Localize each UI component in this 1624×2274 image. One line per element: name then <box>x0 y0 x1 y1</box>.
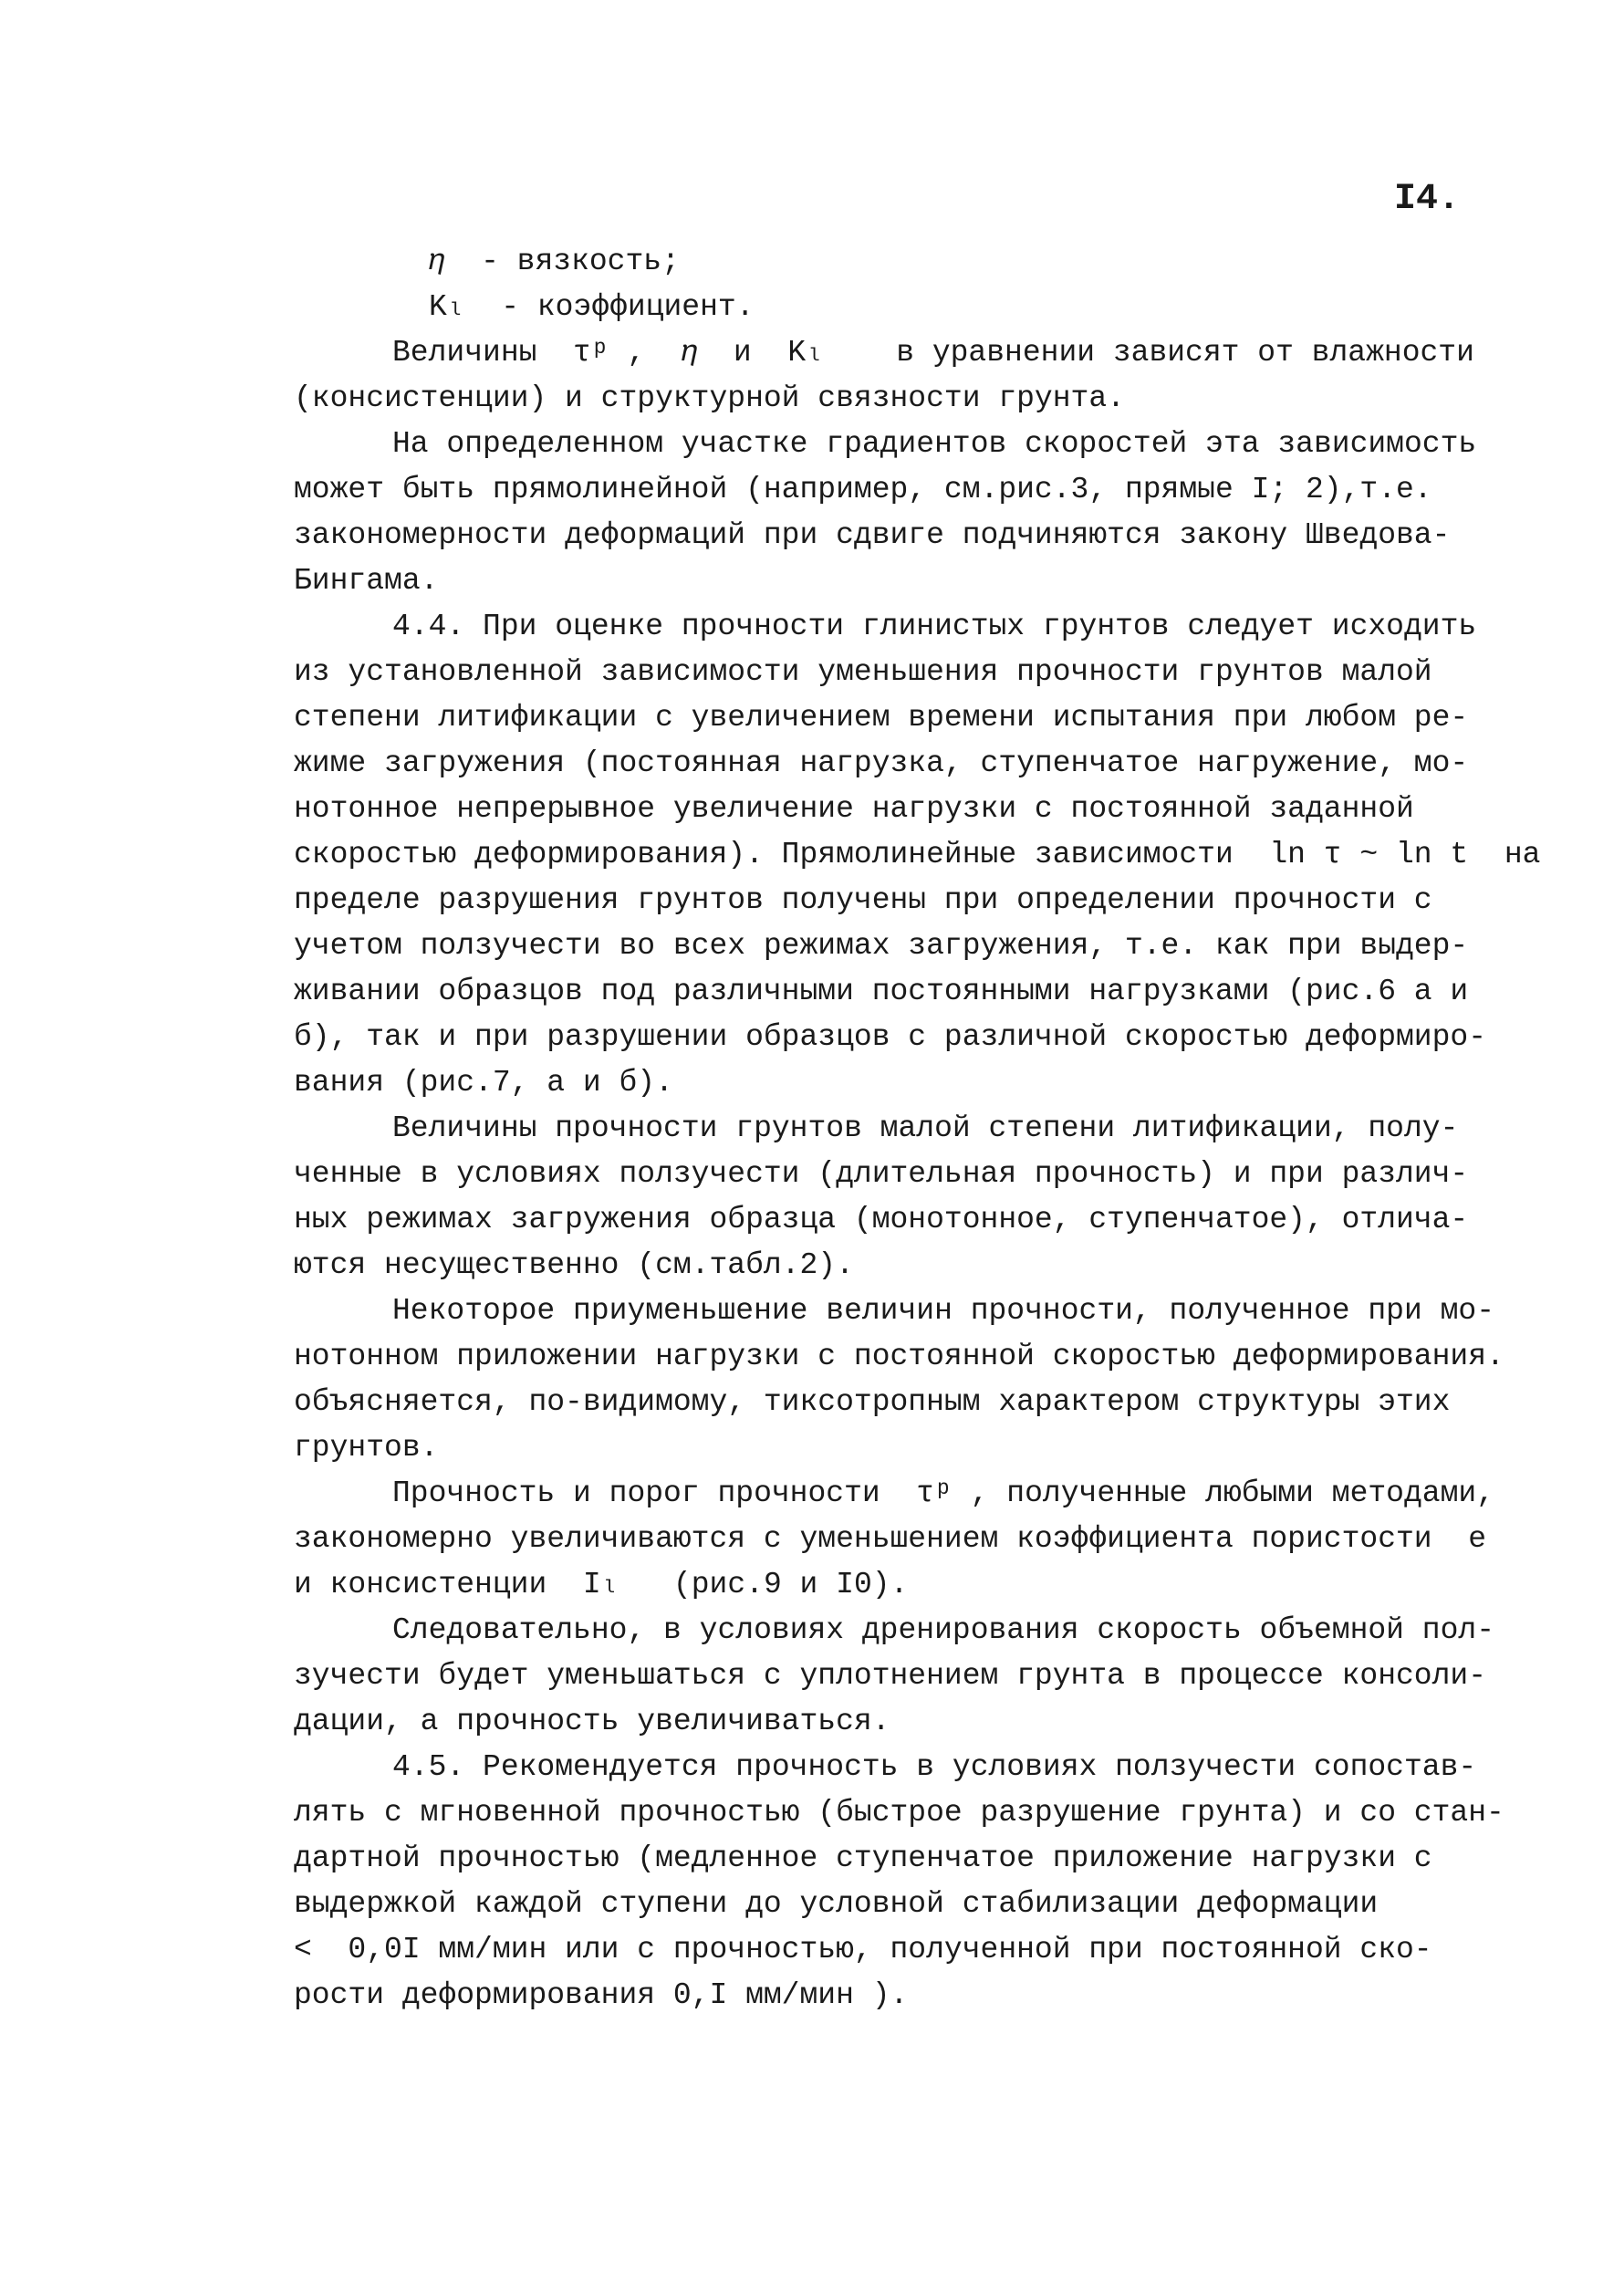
text-line: может быть прямолинейной (например, см.рис.3, прямые I; 2),т.е. <box>294 473 1432 506</box>
text-line: нотонном приложении нагрузки с постоянной скоростью деформирования. <box>294 1340 1504 1373</box>
text-line: вания (рис.7, а и б). <box>294 1066 673 1100</box>
text-line: дартной прочностью (медленное ступенчатое приложение нагрузки с <box>294 1841 1432 1875</box>
body-text <box>294 239 1553 2018</box>
text-line: зучести будет уменьшаться с уплотнением грунта в процессе консоли- <box>294 1659 1487 1693</box>
text-line: лять с мгновенной прочностью (быстрое разрушение грунта) и со стан- <box>294 1796 1504 1830</box>
text-line: живании образцов под различными постоянными нагрузками (рис.6 а и <box>294 975 1469 1008</box>
text-line: и консистенции Iₗ (рис.9 и I0). <box>294 1568 909 1601</box>
text-line: Величины прочности грунтов малой степени литификации, полу- <box>392 1111 1459 1145</box>
text-line: жиме загружения (постоянная нагрузка, ступенчатое нагружение, мо- <box>294 746 1469 780</box>
text-line: ются несущественно (см.табл.2). <box>294 1248 854 1282</box>
text-line: рости деформирования 0,I мм/мин ). <box>294 1978 909 2012</box>
text-line: закономерности деформаций при сдвиге подчиняются закону Шведова- <box>294 518 1451 552</box>
text-line: пределе разрушения грунтов получены при определении прочности с <box>294 883 1432 917</box>
text-line: На определенном участке градиентов скоростей эта зависимость <box>392 427 1477 461</box>
text-line: 4.4. При оценке прочности глинистых грунтов следует исходить <box>392 610 1477 643</box>
text-line: из установленной зависимости уменьшения прочности грунтов малой <box>294 655 1432 689</box>
text-line: (консистенции) и структурной связности грунта. <box>294 381 1125 415</box>
text-line: < 0,0I мм/мин или с прочностью, полученной при постоянной ско- <box>294 1933 1432 1966</box>
text-line: степени литификации с увеличением времени испытания при любом ре- <box>294 701 1469 735</box>
text-line: Бингама. <box>294 564 439 598</box>
text-line: Kₗ - коэффициент. <box>429 290 755 324</box>
text-line: б), так и при разрушении образцов с различной скоростью деформиро- <box>294 1020 1487 1054</box>
text-line: дации, а прочность увеличиваться. <box>294 1705 890 1738</box>
text-line: ных режимах загружения образца (монотонное, ступенчатое), отлича- <box>294 1203 1469 1236</box>
text-line: учетом ползучести во всех режимах загружения, т.е. как при выдер- <box>294 929 1469 963</box>
text-line: Прочность и порог прочности τᵖ , полученные любыми методами, <box>392 1476 1494 1510</box>
page-number: I4. <box>1394 179 1461 220</box>
text-line: ченные в условиях ползучести (длительная прочность) и при различ- <box>294 1157 1469 1191</box>
text-line: 4.5. Рекомендуется прочность в условиях ползучести сопостав- <box>392 1750 1477 1784</box>
text-line: Величины τᵖ , 𝜂 и Kₗ в уравнении зависят от влажности <box>392 336 1474 370</box>
text-line: 𝜂 - вязкость; <box>429 245 680 278</box>
text-line: Следовательно, в условиях дренирования скорость объемной пол- <box>392 1613 1494 1647</box>
text-line: закономерно увеличиваются с уменьшением коэффициента пористости e <box>294 1522 1487 1556</box>
text-line: грунтов. <box>294 1431 439 1465</box>
text-line: выдержкой каждой ступени до условной стабилизации деформации <box>294 1887 1379 1921</box>
text-line: объясняется, по-видимому, тиксотропным характером структуры этих <box>294 1385 1451 1419</box>
text-line: Некоторое приуменьшение величин прочности, полученное при мо- <box>392 1294 1494 1328</box>
text-line: нотонное непрерывное увеличение нагрузки с постоянной заданной <box>294 792 1414 826</box>
text-line: скоростью деформирования). Прямолинейные зависимости ln τ ~ ln t на <box>294 838 1541 871</box>
